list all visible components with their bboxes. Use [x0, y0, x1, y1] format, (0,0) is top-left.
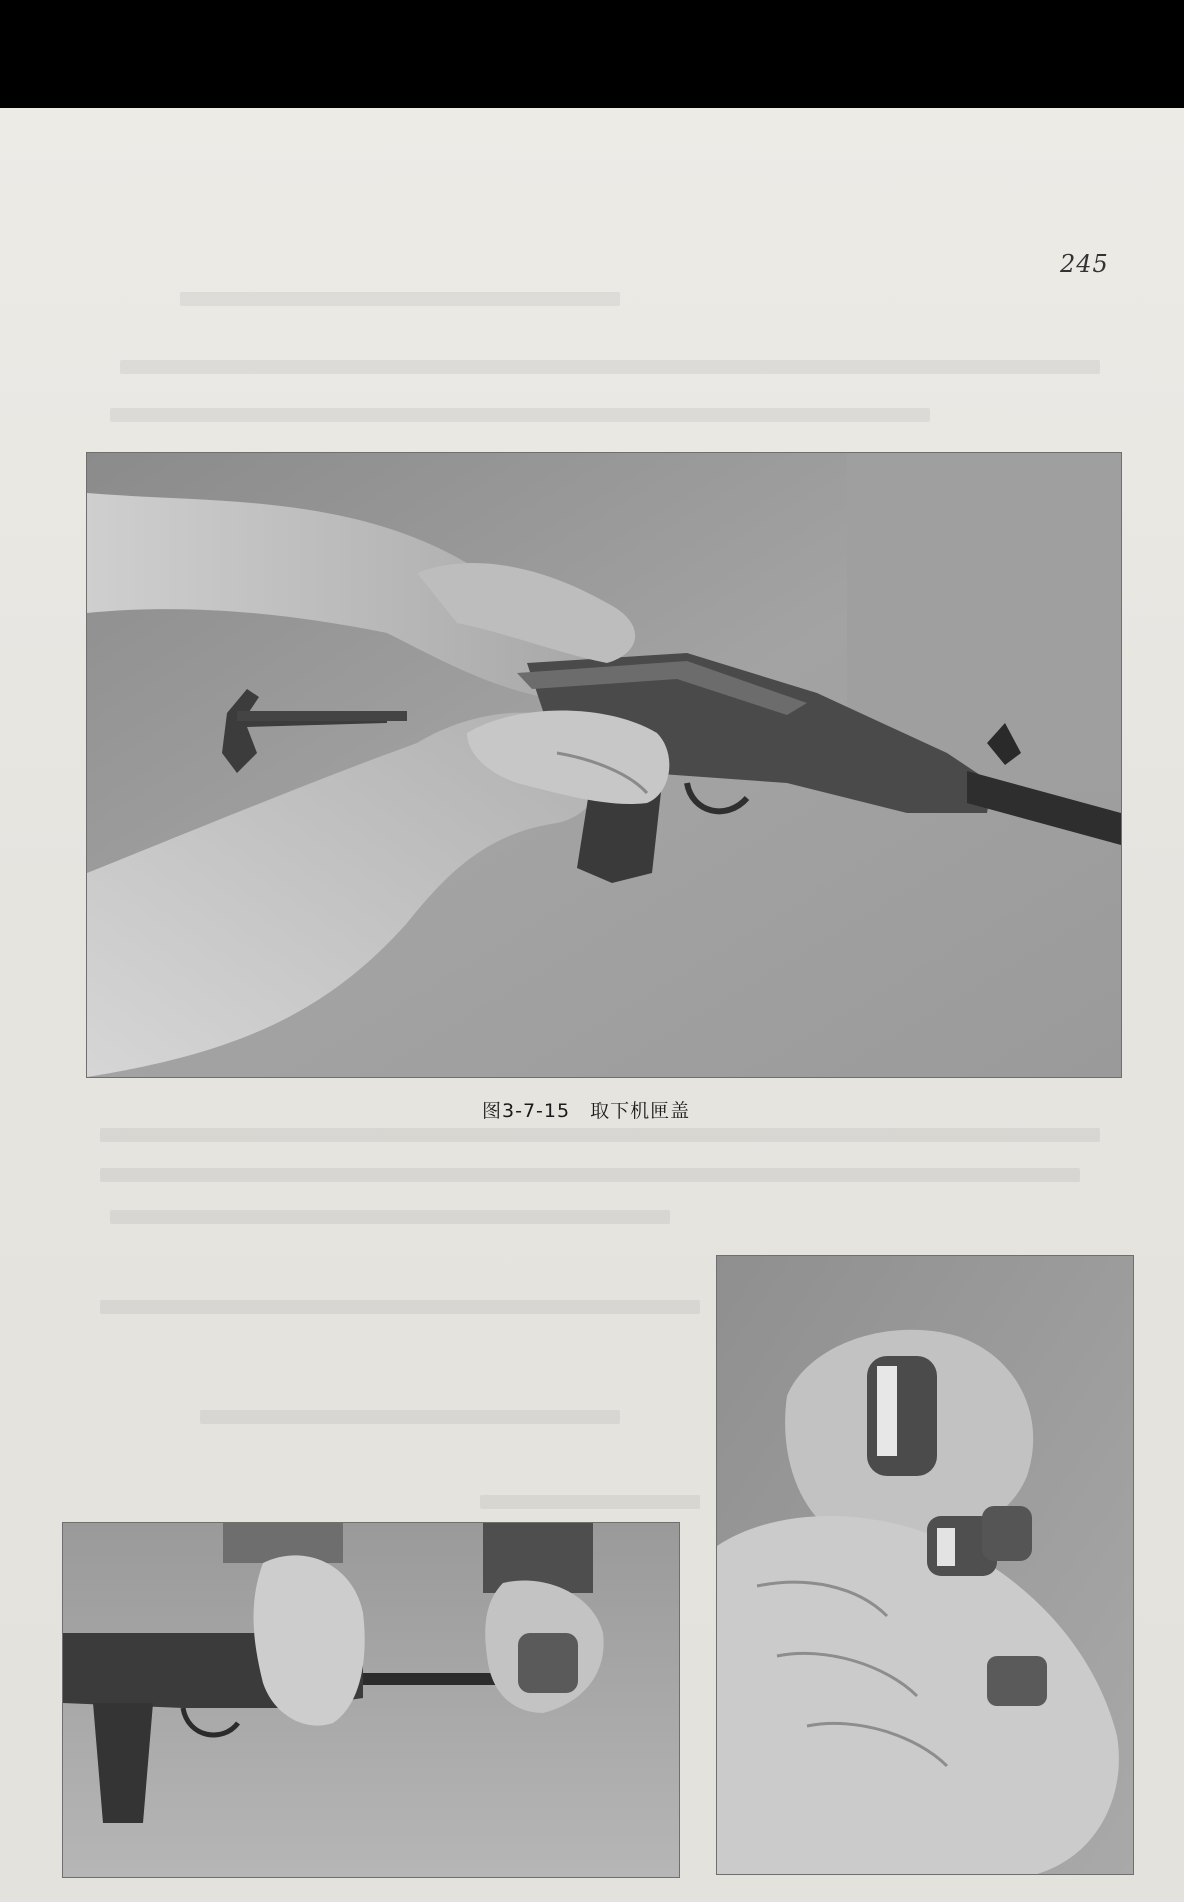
- photo-image: [717, 1256, 1133, 1874]
- photo-cylindrical-parts: [716, 1255, 1134, 1875]
- scan-border-top: [0, 0, 1184, 108]
- photo-image: [87, 453, 1121, 1077]
- photo-image: [63, 1523, 679, 1877]
- show-through-line: [100, 1168, 1080, 1182]
- show-through-line: [480, 1495, 700, 1509]
- show-through-line: [200, 1410, 620, 1424]
- show-through-line: [100, 1128, 1100, 1142]
- show-through-line: [120, 360, 1100, 374]
- photo-stock-rod: [62, 1522, 680, 1878]
- show-through-line: [180, 292, 620, 306]
- show-through-line: [110, 1210, 670, 1224]
- photo-receiver-cover-removal: [86, 452, 1122, 1078]
- page-number: 245: [1060, 250, 1109, 278]
- show-through-line: [110, 408, 930, 422]
- show-through-line: [100, 1300, 700, 1314]
- figure-caption: 图3-7-15 取下机匣盖: [482, 1100, 691, 1122]
